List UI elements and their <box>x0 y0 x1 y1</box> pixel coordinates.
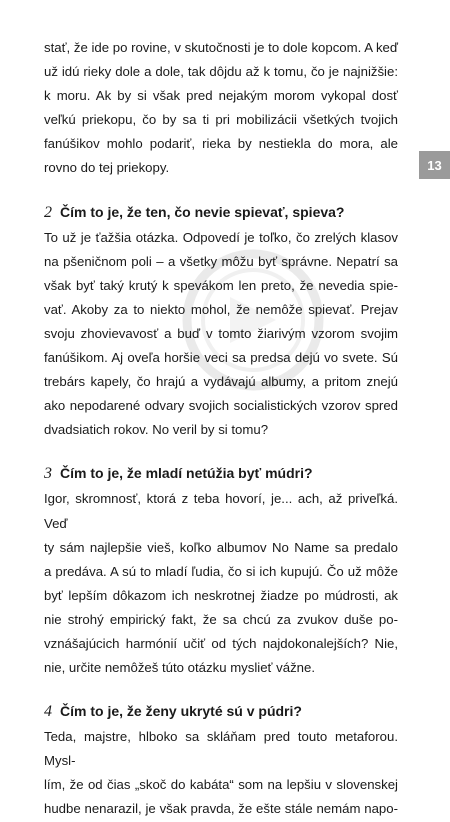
text-line: vznášajúcich harmónií učiť od tých najdokonalejších? Nie, <box>44 635 398 651</box>
text-line: hudbe nenarazil, je však pravda, že ešte stále nemám napo- <box>44 801 398 817</box>
text-line: rovno do tej priekopy. <box>44 160 170 176</box>
text-line: už idú rieky dole a dole, tak dôjdu až k tomu, čo je najnižšie: <box>44 64 398 80</box>
text-line: To už je ťažšia otázka. Odpovedí je toľko, čo zrelých klasov <box>44 229 398 245</box>
page-number-tab <box>419 151 450 179</box>
text-line: trebárs kapely, čo hrajú a vydávajú albumy, a pritom znejú <box>44 374 398 390</box>
question-heading <box>44 698 398 725</box>
text-column <box>44 36 398 822</box>
text-line: ako nepodarené odvary svojich socialistických vzorov spred <box>44 398 398 414</box>
text-line: svoju zhovievavosť a buď v tomto žiarivým vzorom svojim <box>44 325 398 341</box>
text-line: dvadsiatich rokov. No veril by si tomu? <box>44 422 269 438</box>
intro-paragraph <box>44 36 398 181</box>
question-heading <box>44 199 398 226</box>
text-line: veľkú priekopu, čo by sa ti pri mobilizácii všetkých tvojich <box>44 112 398 128</box>
section-3 <box>44 460 398 680</box>
text-line: stať, že ide po rovine, v skutočnosti je to dole kopcom. A keď <box>44 40 398 55</box>
section-2 <box>44 199 398 443</box>
text-line: k moru. Ak by si však pred nejakým morom vykopal dosť <box>44 88 398 104</box>
text-line: lím, že od čias „skoč do kabáta“ som na lepšiu v slovenskej <box>44 777 398 793</box>
text-line: byť lepším dôkazom ich neskrotnej žiadze po múdrosti, ak <box>44 587 398 603</box>
text-line: nie, určite nemôžeš túto otázku myslieť vážne. <box>44 660 316 676</box>
question-number: 4 <box>44 703 52 721</box>
text-line: fanúšikov mohlo podariť, rieka by nestiekla do mora, ale <box>44 136 398 152</box>
question-text: Čím to je, že ten, čo nevie spievať, spieva? <box>60 203 345 220</box>
text-line: však byť taký krutý k spevákom len preto, že nevedia spie- <box>44 277 398 293</box>
question-text: Čím to je, že ženy ukryté sú v púdri? <box>60 703 302 720</box>
question-text: Čím to je, že mladí netúžia byť múdri? <box>60 465 313 482</box>
text-line: fanúšikom. Aj oveľa horšie veci sa predsa dejú vo svete. Sú <box>44 350 398 366</box>
text-line: na pšeničnom poli – a všetky môžu byť správne. Nepatrí sa <box>44 253 398 269</box>
text-line: nie strohý empirický fakt, že sa chcú za zvukov duše po- <box>44 611 398 627</box>
section-4 <box>44 698 398 821</box>
question-number: 3 <box>44 465 52 483</box>
text-line: Teda, majstre, hlboko sa skláňam pred touto metaforou. Mysl- <box>44 729 398 769</box>
text-line: vať. Akoby za to niekto mohol, že nemôže spievať. Prejav <box>44 301 398 317</box>
question-number: 2 <box>44 203 52 221</box>
text-line: Igor, skromnosť, ktorá z teba hovorí, je... ach, až priveľká. Veď <box>44 491 398 531</box>
text-line: a predáva. A sú to mladí ľudia, čo si ich kupujú. Čo už môže <box>44 563 398 579</box>
question-heading <box>44 460 398 487</box>
page-number: 13 <box>427 157 442 173</box>
text-line: ty sám najlepšie vieš, koľko albumov No Name sa predalo <box>44 539 398 555</box>
